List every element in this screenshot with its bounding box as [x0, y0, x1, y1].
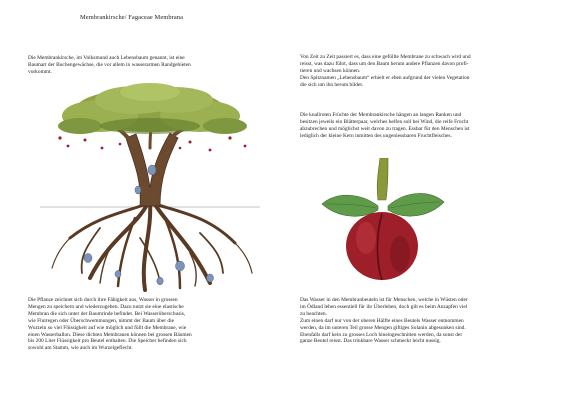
water-line: Ebenfalls darf kein zu grosses Loch hineingeschnitten werden, da sonst der	[300, 331, 463, 338]
tree-illustration	[40, 78, 260, 293]
storage-line: Wurzeln so viel Flüssigkeit auf wie möglich und füllt die Membrane, wie	[28, 324, 187, 331]
water-line: Zum einen darf nur von der oberen Hälfte eines Beutels Wasser entnommen	[300, 317, 464, 324]
canopy	[58, 83, 247, 134]
left-leaf	[322, 195, 378, 216]
fruit-illustration	[318, 158, 448, 288]
tear-line: Von Zeit zu Zeit passiert es, dass eine gefüllte Membrane zu schwach wird und	[300, 54, 471, 60]
intro-line: Baumart der Buchengewächse, die vor allem in wasserarmen Randgebieten	[28, 61, 191, 68]
tear-line: tieren und wachsen können.	[300, 67, 361, 74]
intro-line: vorkommt.	[28, 68, 52, 75]
water-line: ganze Beutel reisst. Das trinkbare Wasser schmeckt leicht nussig.	[300, 338, 441, 345]
storage-line: sowohl am Stamm, wie auch im Wurzelgeflecht.	[28, 345, 133, 352]
right-leaf	[388, 193, 444, 216]
fruit-stem	[377, 158, 388, 200]
intro-line: Die Membrankirsche, im Volksmund auch Lebensbaum genannt, ist eine	[28, 55, 185, 61]
intro-paragraph	[28, 55, 278, 76]
roots	[52, 203, 252, 290]
fruit-line: besitzen jeweils ein Blätterpaar, welches helfen soll bei Wind, die reife Frucht	[300, 118, 469, 125]
storage-line: bis 200 Liter Flüssigkeit pro Beutel enthalten. Die Speicher befinden sich	[28, 338, 187, 345]
tear-line: die sich um ihn herum bildet.	[300, 81, 364, 88]
water-line: Das Wasser in den Membranbeuteln ist für Menschen, welche in Wüsten oder	[300, 297, 468, 303]
storage-line: wie Flutregen oder Überschwemmungen, nimmt der Baum über die	[28, 317, 174, 324]
page-title: Membrankirsche/ Fagaceae Membrana	[80, 14, 184, 21]
fruit-line: lediglich der kleine Kern inmitten des ungeniessbaren Fruchtfleisches.	[300, 132, 452, 139]
tear-line: reisst, was dazu führt, dass um den Baum herum andere Pflanzen davon profi-	[300, 60, 469, 67]
fruit-paragraph	[300, 112, 552, 140]
water-line: werden, da im unteren Teil grosse Mengen giftiges Solanin abgesunken sind.	[300, 324, 466, 331]
fruit-body	[346, 212, 418, 280]
water-line: im Ödland leben essentiell für ihr Überleben, doch gilt es beim Anzapfen viel	[300, 303, 468, 310]
hanging-fruits	[58, 136, 246, 151]
fruit-line: abzubrechen und möglichst weit davon zu tragen. Essbar für den Menschen ist	[300, 125, 470, 132]
storage-line: Die Pflanze zeichnet sich durch ihre Fähigkeit aus, Wasser in grossen	[28, 297, 178, 303]
storage-paragraph	[28, 297, 280, 352]
storage-line: einen Wasserballon. Diese dichten Membranen können bei grossen Bäumen	[28, 331, 192, 338]
water-line: zu beachten.	[300, 310, 327, 317]
water-paragraph	[300, 297, 556, 345]
fruit-line: Die knallroten Früchte der Membrankirsche hängen an langen Ranken und	[300, 112, 462, 118]
membrane-tear-paragraph	[300, 54, 552, 89]
storage-line: Membran die sich unter der Baumrinde befindet. Bei Wasserüberschusis,	[28, 310, 186, 317]
storage-line: Mengen zu speichern und wiederzugeben. Dazu nutzt sie eine elastische	[28, 303, 184, 310]
tear-line: Den Spitznamen „Lebensbaum“ erhielt er eben aufgrund der vielen Vegetation	[300, 74, 470, 81]
